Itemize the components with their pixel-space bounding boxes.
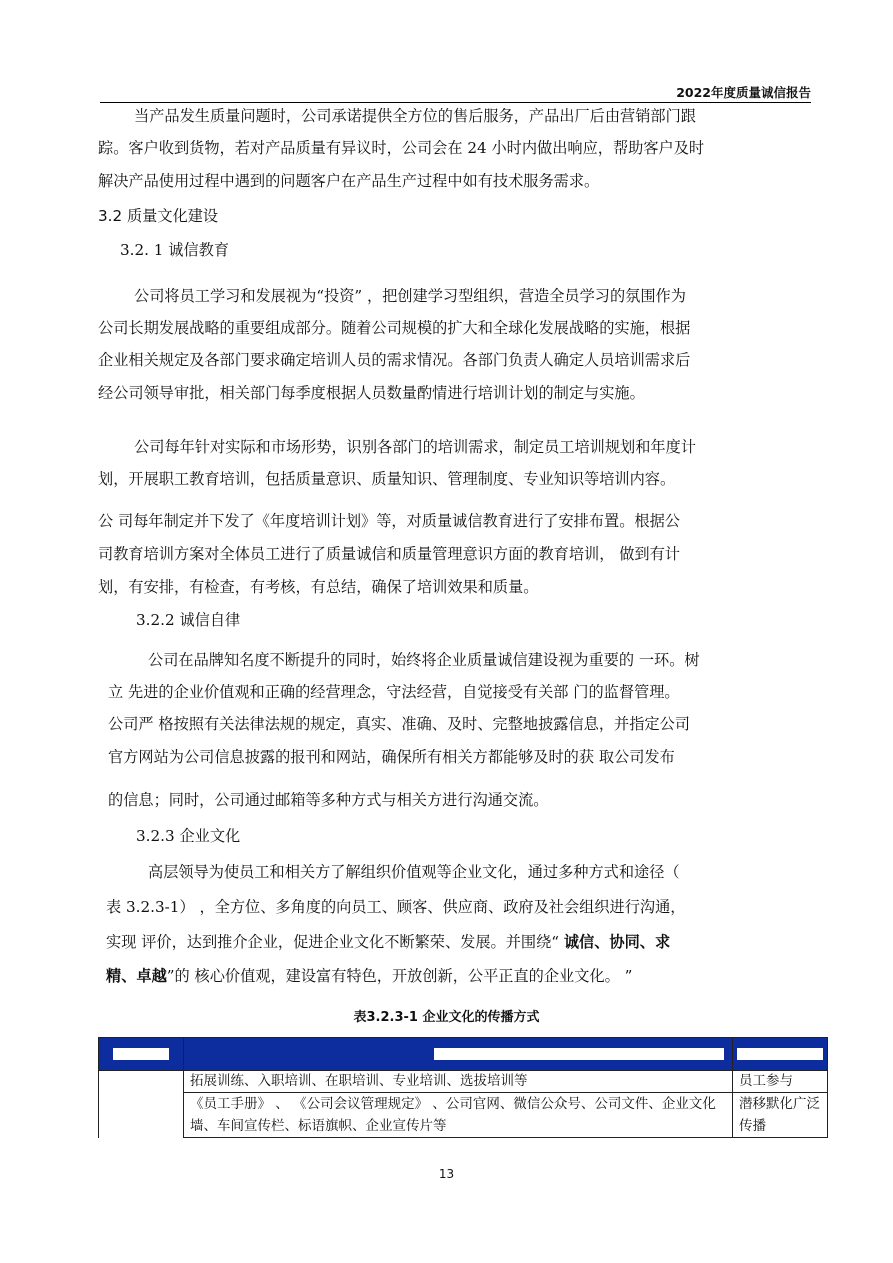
culture-table: [98, 1037, 828, 1138]
table-cell: 员工参与: [733, 1071, 828, 1093]
table-caption: 表3.2.3-1 企业文化的传播方式: [353, 1010, 540, 1025]
section-heading: 3.2 质量文化建设: [98, 207, 219, 225]
table-row: [99, 1093, 828, 1138]
paragraph-line: 当产品发生质量问题时，公司承诺提供全方位的售后服务，产品出厂后由营销部门跟: [134, 107, 696, 125]
paragraph-line: 划，有安排，有检查，有考核，有总结，确保了培训效果和质量。: [98, 578, 539, 596]
paragraph-line: 公司将员工学习和发展视为“投资” ，把创建学习型组织，营造全员学习的氛围作为: [134, 287, 686, 305]
header-redaction: [113, 1048, 169, 1060]
paragraph-line: 公司每年针对实际和市场形势，识别各部门的培训需求，制定员工培训规划和年度计: [134, 438, 696, 456]
paragraph-line: 官方网站为公司信息披露的报刊和网站，确保所有相关方都能够及时的获 取公司发布: [108, 748, 675, 766]
page-number: 13: [438, 1167, 455, 1181]
subsection-heading: 3.2. 1 诚信教育: [120, 241, 230, 259]
table-cell: 潜移默化广泛传播: [733, 1093, 828, 1138]
paragraph-line: 公 司每年制定并下发了《年度培训计划》等，对质量诚信教育进行了安排布置。根据公: [98, 512, 680, 530]
paragraph-line: [106, 932, 670, 952]
core-values-bold: 精、卓越: [106, 967, 167, 985]
header-title: 2022年度质量诚信报告: [676, 85, 811, 100]
paragraph-line: 公司在品牌知名度不断提升的同时，始终将企业质量诚信建设视为重要的 一环。树: [148, 651, 700, 669]
table-cell: 拓展训练、入职培训、在职培训、专业培训、选拔培训等: [184, 1071, 733, 1093]
paragraph-line: 立 先进的企业价值观和正确的经营理念，守法经营，自觉接受有关部 门的监督管理。: [108, 683, 680, 701]
subsection-heading: 3.2.2 诚信自律: [136, 611, 241, 629]
paragraph-text: ”的 核心价值观，建设富有特色，开放创新，公平正直的企业文化。 ”: [166, 967, 633, 985]
header-redaction: [434, 1048, 724, 1060]
paragraph-line: [106, 966, 632, 986]
header-cell: [733, 1038, 828, 1071]
paragraph-line: 公司严 格按照有关法律法规的规定，真实、准确、及时、完整地披露信息，并指定公司: [108, 715, 690, 733]
table-header-row: [99, 1038, 828, 1071]
header-cell: [99, 1038, 184, 1071]
paragraph-line: 公司长期发展战略的重要组成部分。随着公司规模的扩大和全球化发展战略的实施，根据: [98, 319, 691, 337]
paragraph-line: 经公司领导审批，相关部门每季度根据人员数量酌情进行培训计划的制定与实施。: [98, 384, 645, 402]
paragraph-line: 的信息；同时，公司通过邮箱等多种方式与相关方进行沟通交流。: [108, 791, 549, 809]
subsection-heading: 3.2.3 企业文化: [136, 827, 241, 845]
paragraph-line: 企业相关规定及各部门要求确定培训人员的需求情况。各部门负责人确定人员培训需求后: [98, 351, 691, 369]
core-values-bold: 诚信、协同、求: [563, 933, 671, 951]
paragraph-line: 踪。客户收到货物，若对产品质量有异议时，公司会在 24 小时内做出响应，帮助客户及时: [98, 139, 705, 157]
paragraph-line: 表 3.2.3-1） ，全方位、多角度的向员工、顾客、供应商、政府及社会组织进行沟通，: [106, 898, 686, 916]
table-cell: [99, 1071, 184, 1138]
paragraph-line: 划，开展职工教育培训，包括质量意识、质量知识、管理制度、专业知识等培训内容。: [98, 470, 676, 488]
header-cell: [184, 1038, 733, 1071]
paragraph-line: 高层领导为使员工和相关方了解组织价值观等企业文化，通过多种方式和途径（: [148, 863, 680, 881]
table-cell: 《员工手册》 、 《公司会议管理规定》 、公司官网、微信公众号、公司文件、企业文化墙、车间宣传栏、标语旗帜、企业宣传片等: [184, 1093, 733, 1138]
paragraph-line: 解决产品使用过程中遇到的问题客户在产品生产过程中如有技术服务需求。: [98, 172, 600, 190]
page-header: [100, 82, 811, 103]
table-row: [99, 1071, 828, 1093]
paragraph-text: 实现 评价，达到推介企业，促进企业文化不断繁荣、发展。并围绕“: [106, 933, 564, 951]
header-redaction: [737, 1048, 823, 1060]
paragraph-line: 司教育培训方案对全体员工进行了质量诚信和质量管理意识方面的教育培训， 做到有计: [98, 545, 680, 563]
